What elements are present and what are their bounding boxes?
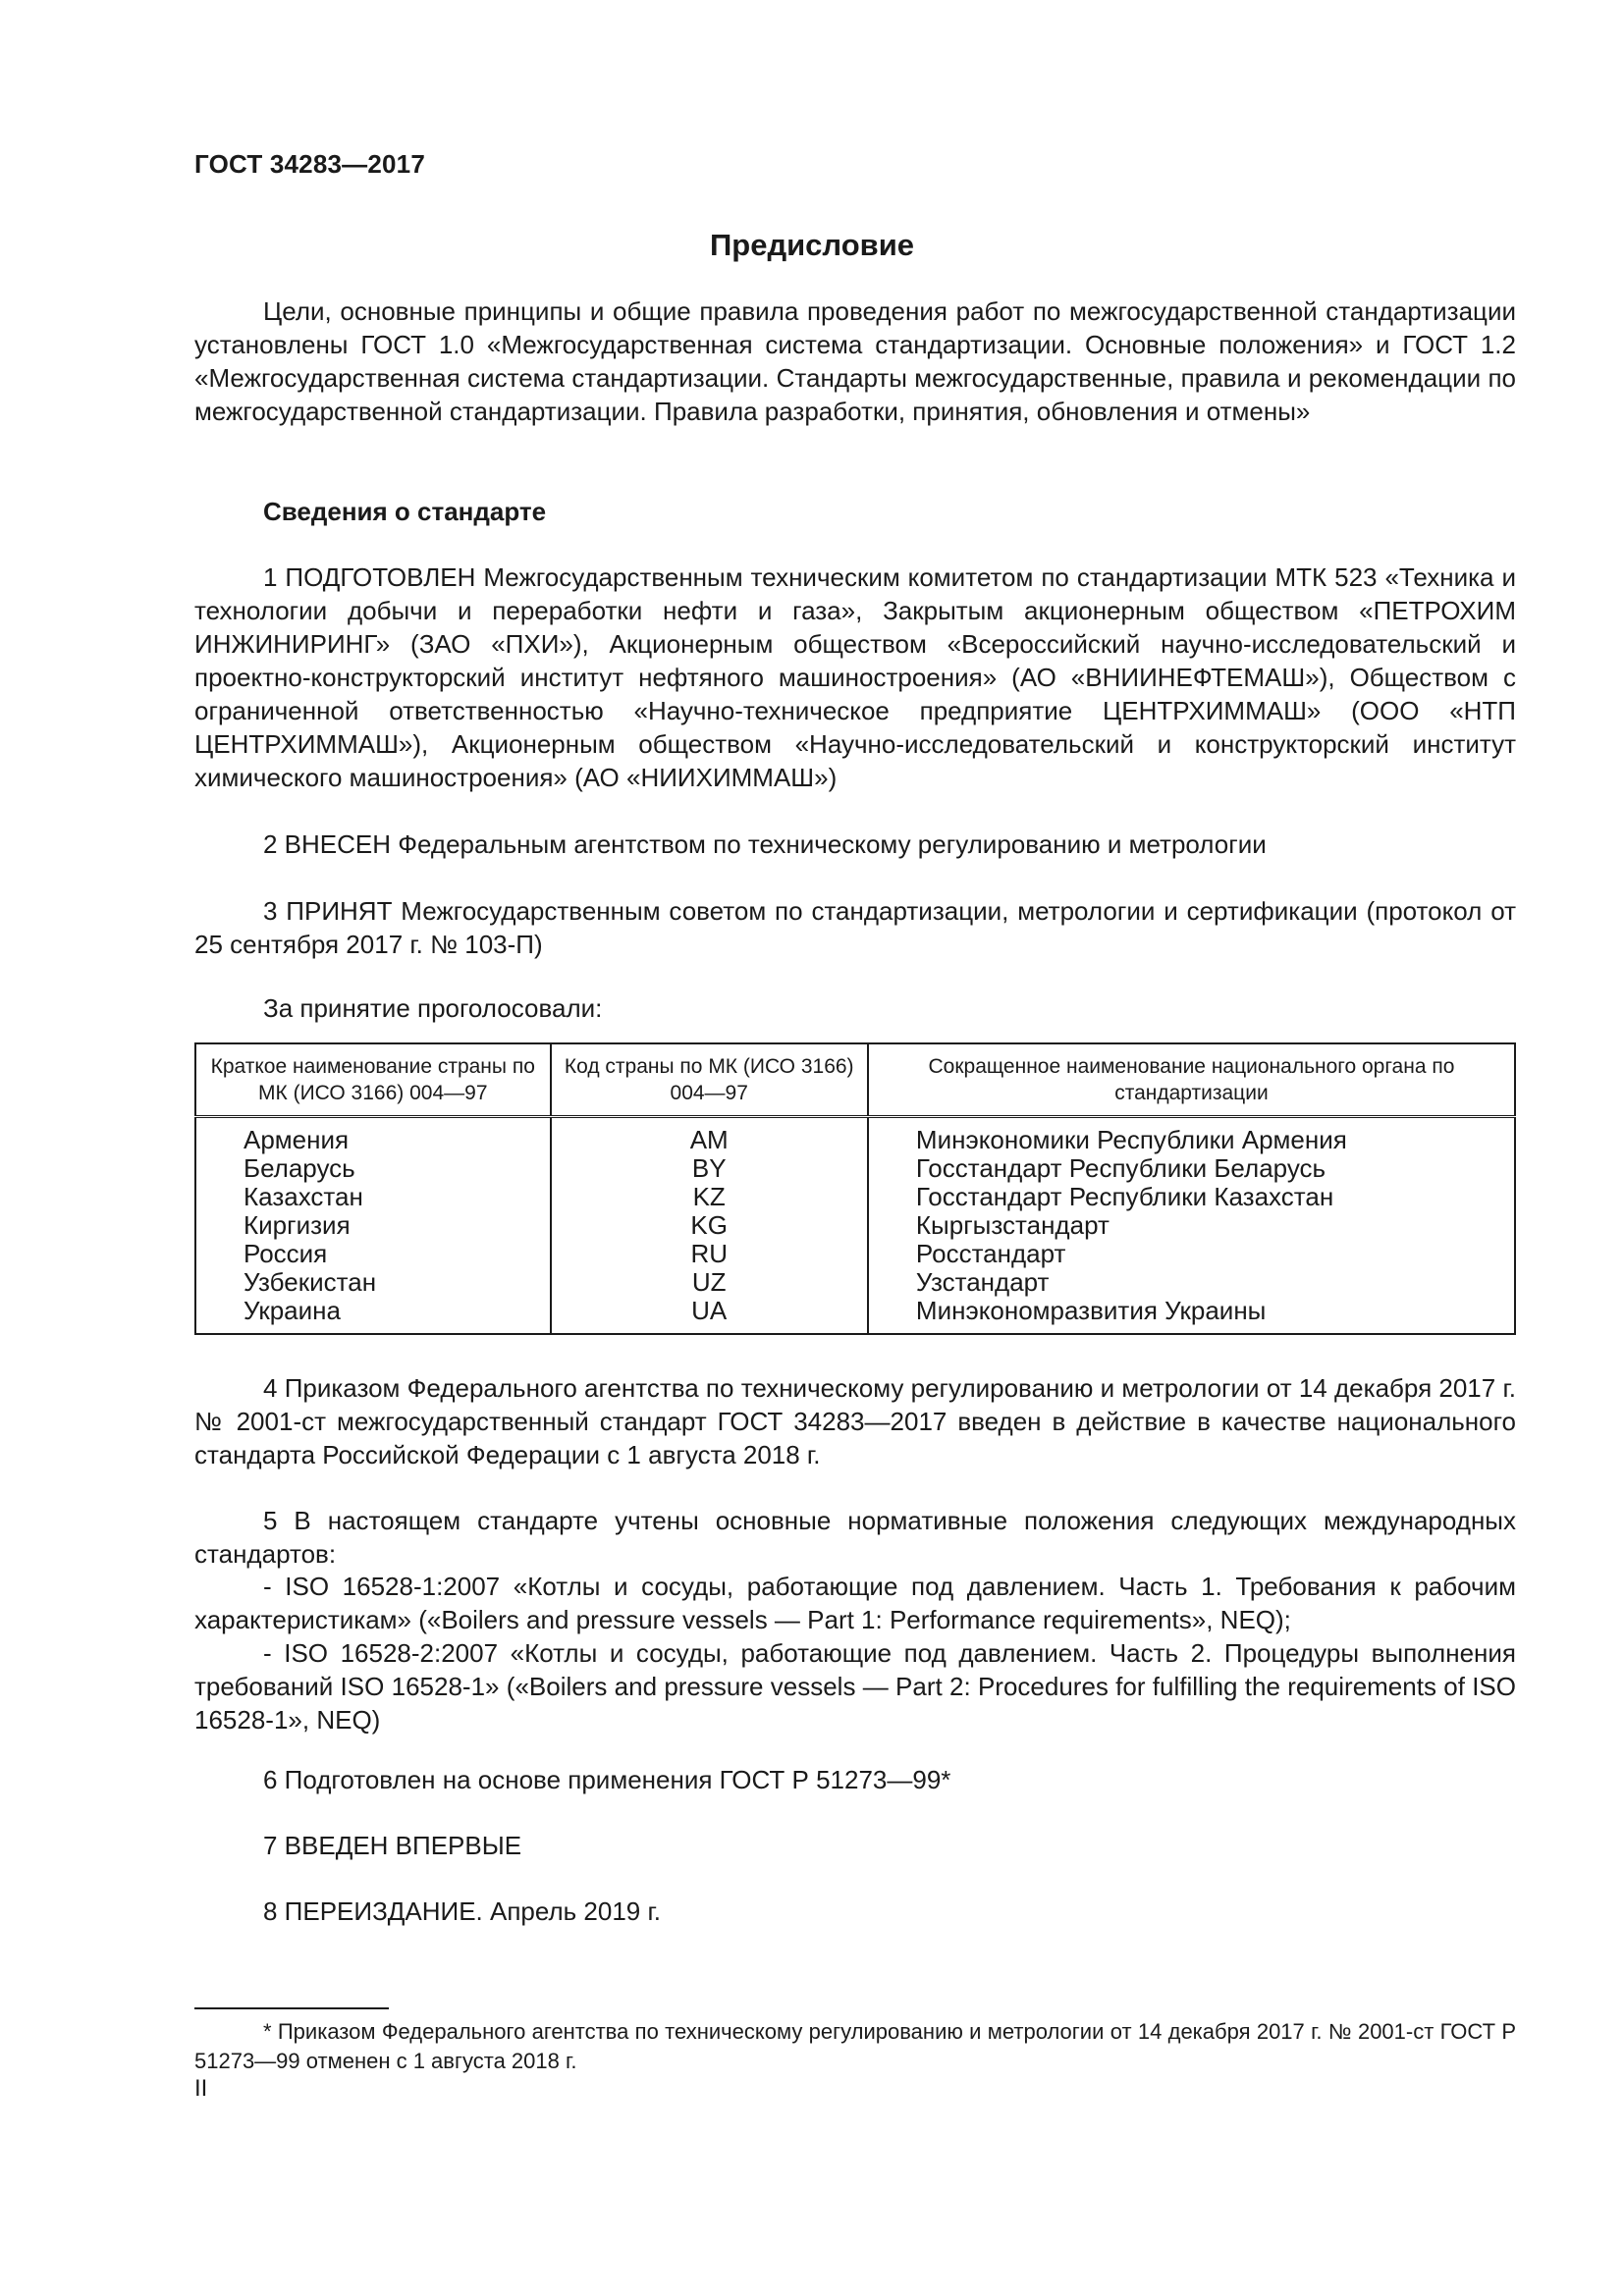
item-2-paragraph: 2 ВНЕСЕН Федеральным агентством по техническому регулированию и метрологии	[263, 829, 1267, 859]
code-cell: UA	[551, 1297, 868, 1334]
page-number: II	[194, 2075, 208, 2102]
country-cell: Беларусь	[195, 1154, 551, 1183]
code-cell: UZ	[551, 1268, 868, 1297]
country-cell: Узбекистан	[195, 1268, 551, 1297]
body-cell: Госстандарт Республики Казахстан	[868, 1183, 1515, 1211]
country-cell: Украина	[195, 1297, 551, 1334]
item-6-paragraph: 6 Подготовлен на основе применения ГОСТ Р 51273—99*	[263, 1765, 951, 1794]
country-cell: Киргизия	[195, 1211, 551, 1240]
code-cell: KG	[551, 1211, 868, 1240]
table-row	[195, 1297, 1515, 1334]
item-5-reference-1: - ISO 16528-1:2007 «Котлы и сосуды, работающие под давлением. Часть 1. Требования к рабочим характеристикам» («Boilers and pressure vessels — Part 1: Performance requirements», NEQ);	[194, 1572, 1516, 1634]
code-cell: RU	[551, 1240, 868, 1268]
item-5-reference-2: - ISO 16528-2:2007 «Котлы и сосуды, работающие под давлением. Часть 2. Процедуры выполнения требований ISO 16528-1» («Boilers and pressure vessels — Part 2: Procedures for fulfilling the requirements of ISO 16528-1», NEQ)	[194, 1638, 1516, 1735]
body-cell: Минэкономразвития Украины	[868, 1297, 1515, 1334]
table-row	[195, 1268, 1515, 1297]
col-header-code: Код страны по МК (ИСО 3166) 004—97	[551, 1043, 868, 1117]
body-cell: Росстандарт	[868, 1240, 1515, 1268]
col-header-country: Краткое наименование страны по МК (ИСО 3166) 004—97	[195, 1043, 551, 1117]
item-5-paragraph: 5 В настоящем стандарте учтены основные нормативные положения следующих международных стандартов:	[194, 1506, 1516, 1569]
body-cell: Узстандарт	[868, 1268, 1515, 1297]
table-header-row	[195, 1043, 1515, 1117]
footnote: * Приказом Федерального агентства по техническому регулированию и метрологии от 14 декабря 2017 г. № 2001-ст ГОСТ Р 51273—99 отменен с 1 августа 2018 г.	[194, 2019, 1516, 2073]
table-row	[195, 1154, 1515, 1183]
body-cell: Минэкономики Республики Армения	[868, 1117, 1515, 1155]
section-heading: Сведения о стандарте	[263, 497, 547, 526]
body-cell: Госстандарт Республики Беларусь	[868, 1154, 1515, 1183]
item-8-paragraph: 8 ПЕРЕИЗДАНИЕ. Апрель 2019 г.	[263, 1896, 662, 1926]
item-1-paragraph: 1 ПОДГОТОВЛЕН Межгосударственным техническим комитетом по стандартизации МТК 523 «Техника и технологии добычи и переработки нефти и газа», Закрытым акционерным обществом «ПЕТРОХИМ ИНЖИНИРИНГ» (ЗАО «ПХИ»), Акционерным обществом «Всероссийский научно-исследовательский и проектно-конструкторский институт нефтяного машиностроения» (АО «ВНИИНЕФТЕМАШ»), Обществом с ограниченной ответственностью «Научно-техническое предприятие ЦЕНТРХИММАШ» (ООО «НТП ЦЕНТРХИММАШ»), Акционерным обществом «Научно-исследовательский и конструкторский институт химического машиностроения» (АО «НИИХИММАШ»)	[194, 562, 1516, 792]
intro-paragraph: Цели, основные принципы и общие правила проведения работ по межгосударственной стандартизации установлены ГОСТ 1.0 «Межгосударственная система стандартизации. Основные положения» и ГОСТ 1.2 «Межгосударственная система стандартизации. Стандарты межгосударственные, правила и рекомендации по межгосударственной стандартизации. Правила разработки, принятия, обновления и отмены»	[194, 296, 1516, 426]
col-header-body: Сокращенное наименование национального органа по стандартизации	[868, 1043, 1515, 1117]
country-cell: Армения	[195, 1117, 551, 1155]
footnote-divider	[194, 2007, 389, 2009]
table-row	[195, 1183, 1515, 1211]
page-title: Предисловие	[709, 228, 914, 262]
item-3-paragraph: 3 ПРИНЯТ Межгосударственным советом по стандартизации, метрологии и сертификации (протокол от 25 сентября 2017 г. № 103-П)	[194, 896, 1516, 959]
table-row	[195, 1117, 1515, 1155]
table-row	[195, 1211, 1515, 1240]
country-cell: Казахстан	[195, 1183, 551, 1211]
body-cell: Кыргызстандарт	[868, 1211, 1515, 1240]
country-cell: Россия	[195, 1240, 551, 1268]
voting-table	[194, 1042, 1516, 1335]
item-7-paragraph: 7 ВВЕДЕН ВПЕРВЫЕ	[263, 1831, 522, 1860]
item-4-paragraph: 4 Приказом Федерального агентства по техническому регулированию и метрологии от 14 декабря 2017 г. № 2001-ст межгосударственный стандарт ГОСТ 34283—2017 введен в действие в качестве национального стандарта Российской Федерации с 1 августа 2018 г.	[194, 1373, 1516, 1469]
code-cell: AM	[551, 1117, 868, 1155]
document-header: ГОСТ 34283—2017	[194, 149, 425, 179]
code-cell: KZ	[551, 1183, 868, 1211]
table-row	[195, 1240, 1515, 1268]
vote-label: За принятие проголосовали:	[263, 993, 603, 1023]
code-cell: BY	[551, 1154, 868, 1183]
